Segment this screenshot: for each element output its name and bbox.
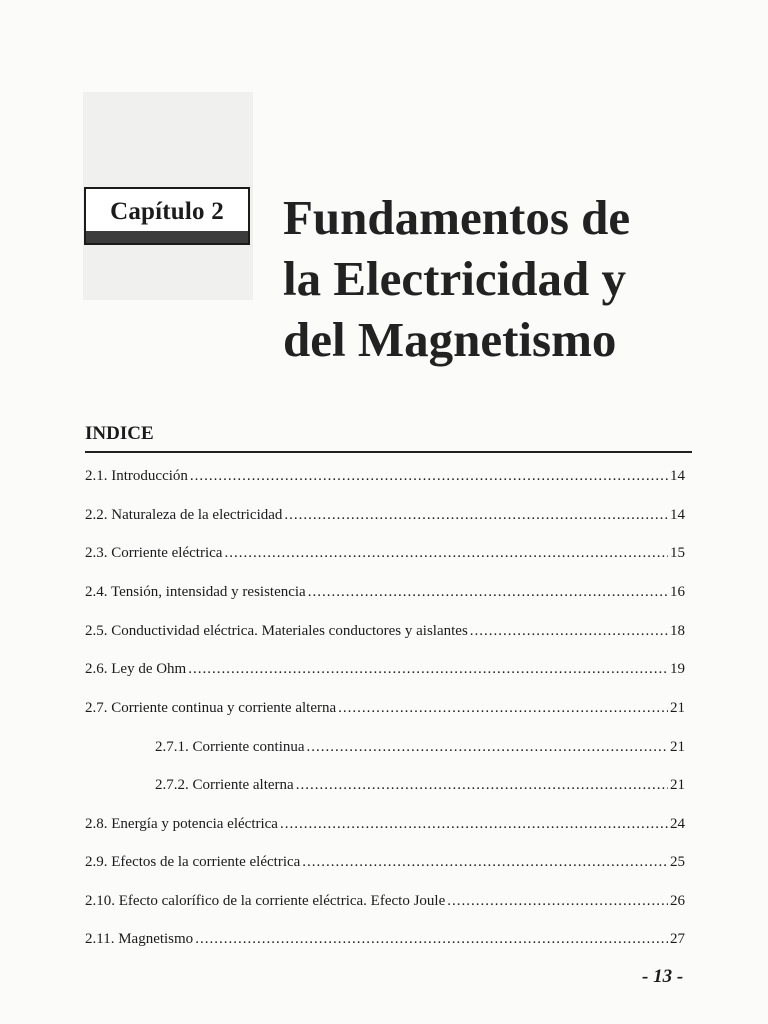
chapter-label: Capítulo 2 — [110, 197, 224, 225]
toc-entry — [85, 813, 685, 835]
page-number: - 13 - — [642, 966, 684, 987]
toc-entry-page: 21 — [670, 739, 685, 755]
toc-entry-page: 16 — [670, 584, 685, 600]
toc-entry-page: 25 — [670, 854, 685, 870]
index-divider — [85, 451, 692, 453]
toc-subentry — [155, 736, 685, 758]
toc-leader-dots — [195, 928, 668, 950]
toc-entry-title: 2.3. Corriente eléctrica — [85, 545, 223, 561]
toc-entry-title: 2.2. Naturaleza de la electricidad — [85, 507, 283, 523]
toc-leader-dots — [280, 813, 668, 835]
toc-leader-dots — [470, 620, 668, 642]
toc-entry-title: 2.9. Efectos de la corriente eléctrica — [85, 854, 301, 870]
toc-entry-title: 2.4. Tensión, intensidad y resistencia — [85, 584, 306, 600]
toc-entry-title: 2.11. Magnetismo — [85, 931, 194, 947]
toc-entry — [85, 542, 685, 564]
toc-entry-page: 18 — [670, 623, 685, 639]
chapter-title-line-1: Fundamentos de — [283, 190, 631, 245]
toc-entry-page: 21 — [670, 777, 685, 793]
chapter-title-line-3: del Magnetismo — [283, 312, 617, 367]
toc-leader-dots — [447, 890, 668, 912]
toc-entry-title: 2.7.1. Corriente continua — [155, 739, 305, 755]
toc-leader-dots — [190, 465, 668, 487]
toc-entry — [85, 851, 685, 873]
toc-entry — [85, 658, 685, 680]
toc-entry-title: 2.1. Introducción — [85, 468, 188, 484]
toc-entry-title: 2.7. Corriente continua y corriente alterna — [85, 700, 337, 716]
index-heading: INDICE — [85, 423, 154, 444]
toc-entry — [85, 465, 685, 487]
toc-entry-page: 21 — [670, 700, 685, 716]
toc-entry — [85, 620, 685, 642]
toc-leader-dots — [338, 697, 668, 719]
toc-entry — [85, 928, 685, 950]
toc-entry-page: 27 — [670, 931, 685, 947]
chapter-title — [283, 187, 723, 370]
toc-entry-page: 19 — [670, 661, 685, 677]
toc-subentry — [155, 774, 685, 796]
toc-entry-page: 26 — [670, 893, 685, 909]
toc-entry — [85, 890, 685, 912]
toc-leader-dots — [308, 581, 668, 603]
chapter-title-line-2: la Electricidad y — [283, 251, 626, 306]
toc-entry-page: 14 — [670, 507, 685, 523]
toc-entry-title: 2.10. Efecto calorífico de la corriente eléctrica. Efecto Joule — [85, 893, 446, 909]
toc-leader-dots — [296, 774, 668, 796]
toc-leader-dots — [284, 504, 668, 526]
toc-leader-dots — [224, 542, 668, 564]
toc-leader-dots — [188, 658, 668, 680]
toc-entry — [85, 697, 685, 719]
toc-entry-title: 2.7.2. Corriente alterna — [155, 777, 294, 793]
toc-entry-title: 2.6. Ley de Ohm — [85, 661, 187, 677]
toc-entry — [85, 581, 685, 603]
toc-entry-page: 14 — [670, 468, 685, 484]
toc-entry-title: 2.8. Energía y potencia eléctrica — [85, 816, 278, 832]
toc-entry-page: 24 — [670, 816, 685, 832]
toc-entry-title: 2.5. Conductividad eléctrica. Materiales conductores y aislantes — [85, 623, 468, 639]
chapter-label-box — [84, 187, 250, 245]
chapter-label-bar — [86, 231, 248, 243]
toc-leader-dots — [302, 851, 668, 873]
toc-entry — [85, 504, 685, 526]
toc-leader-dots — [307, 736, 668, 758]
toc-entry-page: 15 — [670, 545, 685, 561]
